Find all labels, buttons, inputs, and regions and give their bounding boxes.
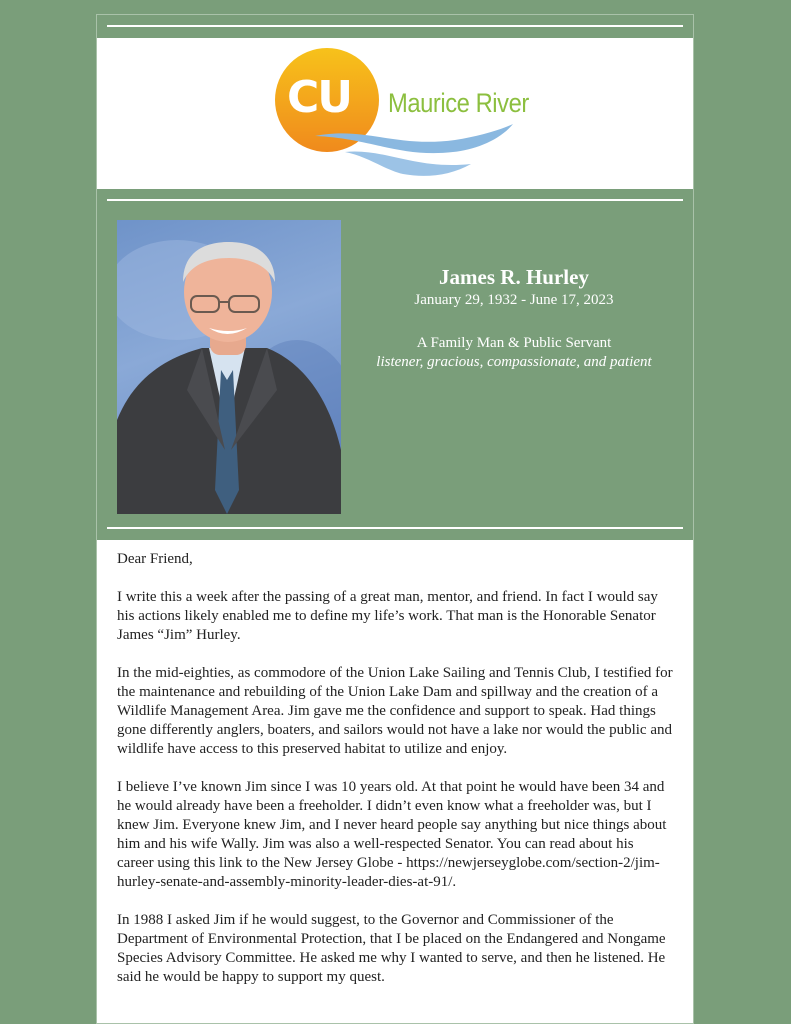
- letter-body: [97, 540, 693, 1023]
- honoree-name: James R. Hurley: [439, 265, 589, 289]
- tagline: A Family Man & Public Servant: [416, 335, 612, 351]
- letter-paragraph: In 1988 I asked Jim if he would suggest, to the Governor and Commissioner of the Department of Environmental Protection, that I be placed on the Endangered and Nongame Species Advisory Committee. He asked me why I wanted to serve, and then he listened. He said he would be happy to support my quest.: [117, 912, 666, 985]
- hero-bottom-rule: [107, 527, 683, 529]
- portrait-photo: [117, 220, 341, 514]
- wave-bottom-icon: [345, 152, 471, 176]
- letter-paragraph: In the mid-eighties, as commodore of the Union Lake Sailing and Tennis Club, I testified for the maintenance and rebuilding of the Union Lake Dam and spillway and the creation of a Wildlife Management Area. Jim gave me the confidence and support to speak. Had things gone differently anglers, boaters, and sailors would not have a lake nor would the public and wildlife have access to this preserved habitat to utilize and enjoy.: [117, 665, 673, 757]
- life-dates: January 29, 1932 - June 17, 2023: [414, 292, 614, 308]
- portrait-icon: [117, 220, 341, 514]
- logo-mark: CU: [287, 72, 352, 123]
- greeting: Dear Friend,: [117, 551, 193, 567]
- hero-text: [359, 265, 669, 371]
- traits: listener, gracious, compassionate, and patient: [376, 354, 652, 370]
- top-rule: [107, 25, 683, 27]
- newsletter-frame: [96, 14, 694, 1024]
- letter-paragraph: I believe I’ve known Jim since I was 10 years old. At that point he would have been 34 and he would already have been a freeholder. I didn’t even know what a freeholder was, but I knew Jim. Everyone knew Jim, and I never heard people say anything but nice things about him and his wife Wally. Jim was also a well-respected Senator. You can read about his career using this link to the New Jersey Globe - https://newjerseyglobe.com/section-2/jim-hurley-senate-and-assembly-minority-leader-dies-at-91/.: [117, 779, 667, 890]
- hero-top-rule: [107, 199, 683, 201]
- cu-maurice-river-logo: [275, 48, 529, 178]
- letter-paragraph: I write this a week after the passing of a great man, mentor, and friend. In fact I would say his actions likely enabled me to define my life’s work. That man is the Honorable Senator James “Jim” Hurley.: [117, 589, 658, 643]
- logo-name: Maurice River: [388, 88, 529, 118]
- logo-band: [97, 38, 693, 189]
